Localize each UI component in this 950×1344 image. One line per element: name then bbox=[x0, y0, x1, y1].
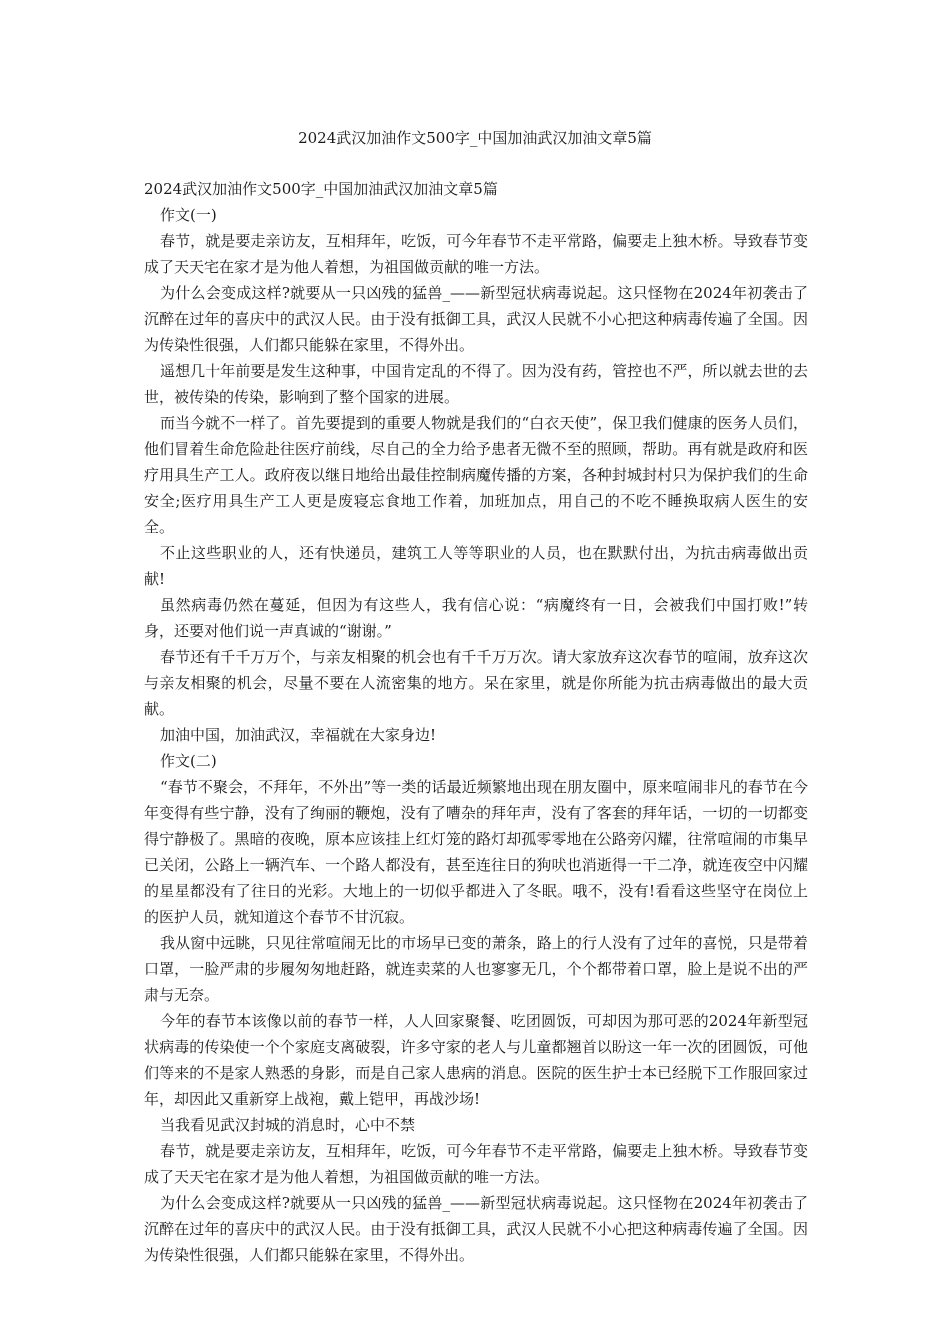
paragraph: “春节不聚会，不拜年，不外出”等一类的话最近频繁地出现在朋友圈中，原来喧闹非凡的春节在今年变得有些宁静，没有了绚丽的鞭炮，没有了嘈杂的拜年声，没有了客套的拜年话，一切的一切都变得宁静极了。黑暗的夜晚，原本应该挂上红灯笼的路灯却孤零零地在公路旁闪耀，往常喧闹的市集早已关闭，公路上一辆汽车、一个路人都没有，甚至连往日的狗吠也消逝得一干二净，就连夜空中闪耀的星星都没有了往日的光彩。大地上的一切似乎都进入了冬眠。哦不，没有!看看这些坚守在岗位上的医护人员，就知道这个春节不甘沉寂。 bbox=[144, 778, 808, 926]
paragraph: 虽然病毒仍然在蔓延，但因为有这些人，我有信心说：“病魔终有一日，会被我们中国打败!”转身，还要对他们说一声真诚的“谢谢。” bbox=[144, 596, 808, 640]
paragraph: 春节还有千千万万个，与亲友相聚的机会也有千千万万次。请大家放弃这次春节的喧闹，放弃这次与亲友相聚的机会，尽量不要在人流密集的地方。呆在家里，就是你所能为抗击病毒做出的最大贡献。 bbox=[144, 648, 808, 718]
section-heading: 作文(一) bbox=[160, 206, 217, 224]
paragraph: 不止这些职业的人，还有快递员，建筑工人等等职业的人员，也在默默付出，为抗击病毒做出贡献! bbox=[144, 544, 808, 588]
paragraph: 遥想几十年前要是发生这种事，中国肯定乱的不得了。因为没有药，管控也不严，所以就去世的去世，被传染的传染，影响到了整个国家的进展。 bbox=[144, 362, 808, 406]
document-title: 2024武汉加油作文500字_中国加油武汉加油文章5篇 bbox=[298, 129, 652, 147]
document-body bbox=[144, 176, 808, 1268]
paragraph: 而当今就不一样了。首先要提到的重要人物就是我们的“白衣天使”，保卫我们健康的医务人员们，他们冒着生命危险赴往医疗前线，尽自己的全力给予患者无微不至的照顾，帮助。再有就是政府和医疗用具生产工人。政府夜以继日地给出最佳控制病魔传播的方案，各种封城封村只为保护我们的生命安全;医疗用具生产工人更是废寝忘食地工作着，加班加点，用自己的不吃不睡换取病人医生的安全。 bbox=[144, 414, 808, 536]
paragraph: 春节，就是要走亲访友，互相拜年，吃饭，可今年春节不走平常路，偏要走上独木桥。导致春节变成了天天宅在家才是为他人着想，为祖国做贡献的唯一方法。 bbox=[144, 232, 808, 276]
paragraph: 今年的春节本该像以前的春节一样，人人回家聚餐、吃团圆饭，可却因为那可恶的2024年新型冠状病毒的传染使一个个家庭支离破裂，许多守家的老人与儿童都翘首以盼这一年一次的团圆饭，可他们等来的不是家人熟悉的身影，而是自己家人患病的消息。医院的医生护士本已经脱下工作服回家过年，却因此又重新穿上战袍，戴上铠甲，再战沙场! bbox=[144, 1012, 808, 1108]
paragraph: 为什么会变成这样?就要从一只凶残的猛兽_——新型冠状病毒说起。这只怪物在2024年初袭击了沉醉在过年的喜庆中的武汉人民。由于没有抵御工具，武汉人民就不小心把这种病毒传遍了全国。因为传染性很强，人们都只能躲在家里，不得外出。 bbox=[144, 284, 808, 354]
paragraph: 为什么会变成这样?就要从一只凶残的猛兽_——新型冠状病毒说起。这只怪物在2024年初袭击了沉醉在过年的喜庆中的武汉人民。由于没有抵御工具，武汉人民就不小心把这种病毒传遍了全国。因为传染性很强，人们都只能躲在家里，不得外出。 bbox=[144, 1194, 808, 1264]
paragraph: 春节，就是要走亲访友，互相拜年，吃饭，可今年春节不走平常路，偏要走上独木桥。导致春节变成了天天宅在家才是为他人着想，为祖国做贡献的唯一方法。 bbox=[144, 1142, 808, 1186]
paragraph: 加油中国，加油武汉，幸福就在大家身边! bbox=[160, 726, 437, 744]
paragraph: 我从窗中远眺，只见往常喧闹无比的市场早已变的萧条，路上的行人没有了过年的喜悦，只是带着口罩，一脸严肃的步履匆匆地赶路，就连卖菜的人也寥寥无几，个个都带着口罩，脸上是说不出的严肃与无奈。 bbox=[144, 934, 808, 1004]
document-subtitle: 2024武汉加油作文500字_中国加油武汉加油文章5篇 bbox=[144, 180, 498, 198]
section-heading: 作文(二) bbox=[160, 752, 217, 770]
paragraph: 当我看见武汉封城的消息时，心中不禁 bbox=[160, 1116, 416, 1134]
